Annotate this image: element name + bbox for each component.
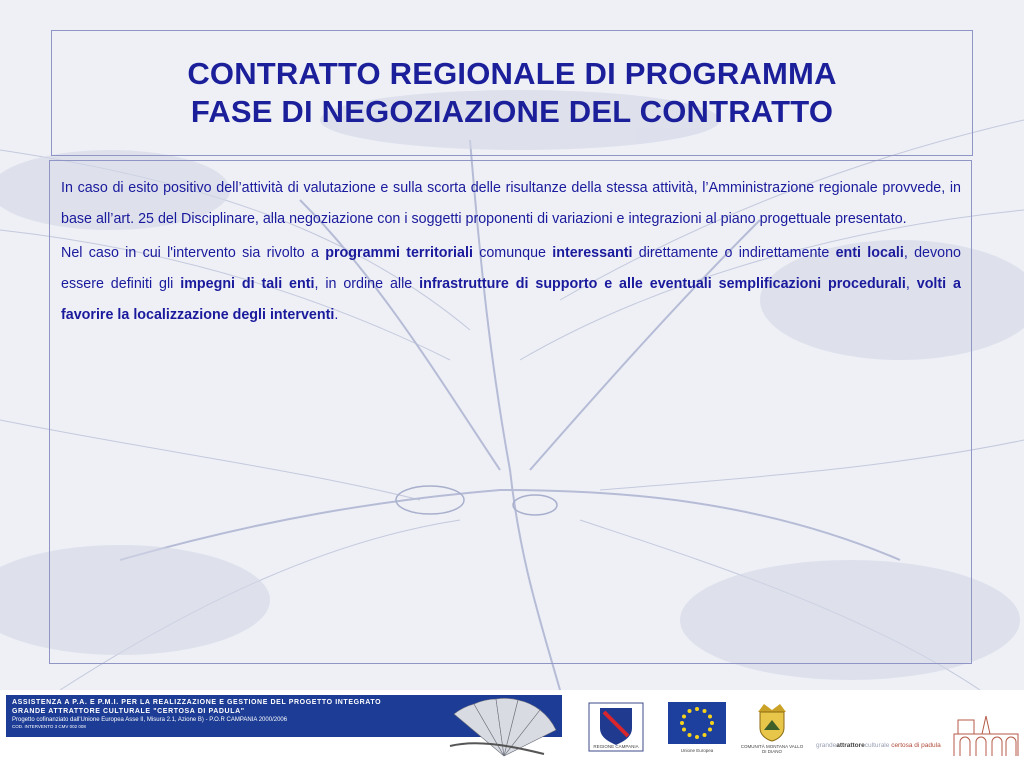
p2-text-7: . [334,307,339,323]
title-box [51,30,973,156]
regione-campania-caption: REGIONE CAMPANIA [593,744,639,749]
brand-name: certosa di padula [891,742,941,749]
banner-line-4: COD. INTERVENTO 3 CMV 002 008 [12,724,86,729]
content-box [49,160,972,664]
banner-line-3: Progetto cofinanziato dall'Unione Europea Asse II, Misura 2.1, Azione B) - P.O.R CAMPANIA 2000/2006 [12,717,288,723]
brand-bold: attrattore [836,742,865,749]
certosa-building-logo [952,712,1020,758]
comunita-montana-caption: COMUNITÀ MONTANA VALLO DI DIANO [740,744,804,754]
eu-caption: Unione Europea [680,748,714,753]
p2-bold-infrastrutture: infrastrutture di supporto e alle eventuali semplificazioni procedurali [419,276,906,292]
p2-bold-volti: volti a favorire la localizzazione degli interventi [61,276,961,323]
p2-text-6: , [905,276,917,292]
p2-bold-impegni: impegni di tali enti [180,276,315,292]
p2-bold-interessanti: interessanti [552,245,633,261]
certosa-fan-logo [444,696,564,760]
paragraph-2 [61,238,961,331]
p2-text-2: comunque [472,245,553,261]
p2-text-1: Nel caso in cui l'intervento sia rivolto a [61,245,326,261]
eu-flag-logo [668,702,726,746]
brand-prefix: grande [816,742,837,749]
banner-line-2: GRANDE ATTRATTORE CULTURALE "CERTOSA DI PADULA" [12,708,245,715]
page-title-line-2: FASE DI NEGOZIAZIONE DEL CONTRATTO [190,94,834,129]
p2-text-4: , devono essere definiti gli [61,245,962,292]
banner-line-1: ASSISTENZA A P.A. E P.M.I. PER LA REALIZZAZIONE E GESTIONE DEL PROGETTO INTEGRATO [12,699,382,706]
brand-text [816,742,941,749]
p2-text-5: , in ordine alle [314,276,420,292]
p2-text-3: direttamente o indirettamente [632,245,836,261]
p2-bold-enti-locali: enti locali [835,245,904,261]
paragraph-1: In caso di esito positivo dell’attività di valutazione e sulla scorta delle risultanze della stessa attività, l’Amministrazione regionale provvede, in base all’art. 25 del Disciplinare, alla negoziazione con i soggetti proponenti di variazioni e integrazioni al piano progettuale presentato. [61,180,961,227]
page-title-line-1: CONTRATTO REGIONALE DI PROGRAMMA [187,56,837,91]
p2-bold-programmi: programmi territoriali [325,245,473,261]
comunita-montana-logo [752,700,792,742]
brand-mid: culturale [864,742,890,749]
footer [0,690,1024,768]
